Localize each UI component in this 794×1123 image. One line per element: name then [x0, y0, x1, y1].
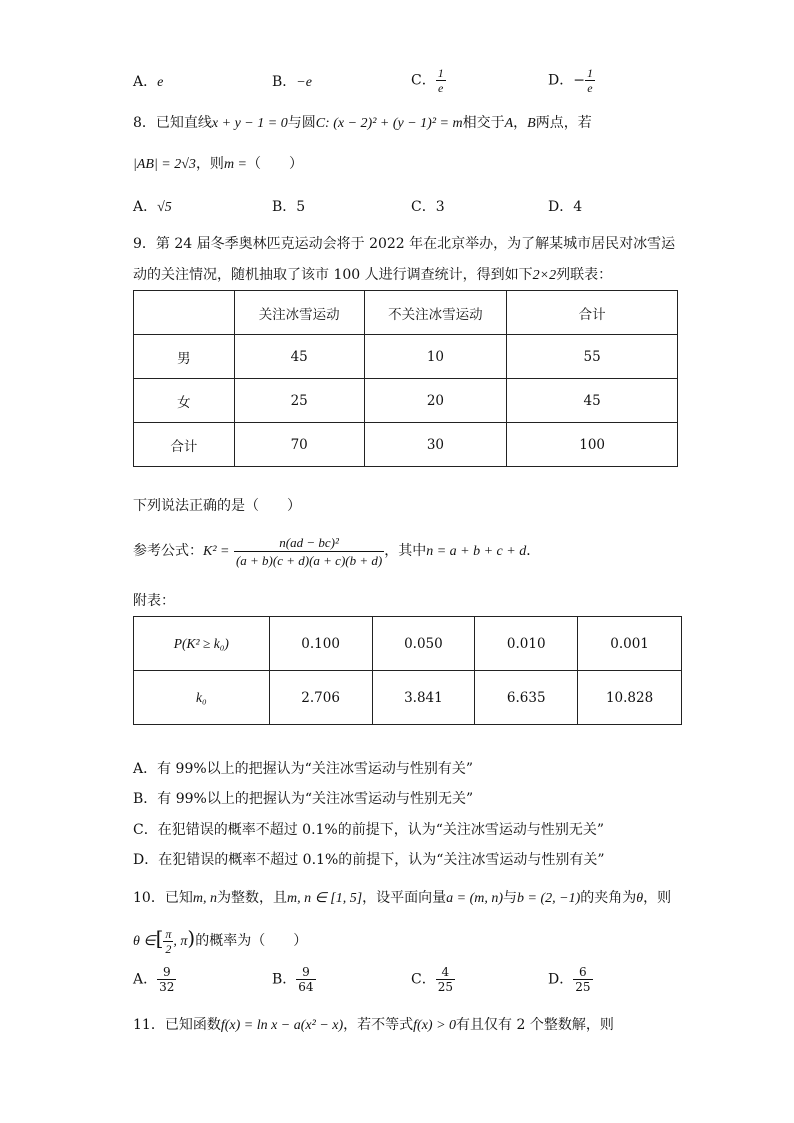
- q9-question: 下列说法正确的是（ ）: [133, 498, 301, 514]
- table-header-cell: P(K² ≥ k₀): [134, 617, 270, 671]
- table-row: [134, 423, 678, 467]
- table-cell: 10: [364, 335, 507, 379]
- q8-option-a: A．√5: [133, 199, 172, 215]
- reference-formula: 参考公式：K² = $\frac{\text{n(ad − bc)²}}{(a + b)(c + d)(a + c)(b + d)}$ ，其中n = a + b + c + d．: [133, 534, 541, 568]
- table-cell: 20: [364, 379, 507, 423]
- table-cell: 0.010: [475, 617, 578, 671]
- table-cell: 6.635: [475, 671, 578, 725]
- q7-option-b: B．−e: [272, 74, 312, 90]
- table-cell: 45: [234, 335, 364, 379]
- q10-option-b: B． $\frac{9}{64}$: [272, 965, 314, 994]
- q9-option-d: D．在犯错误的概率不超过 0.1%的前提下，认为“关注冰雪运动与性别有关”: [133, 852, 605, 868]
- table-cell: 25: [234, 379, 364, 423]
- table-cell: 3.841: [372, 671, 475, 725]
- q10-option-d: D． $\frac{6}{25}$: [548, 965, 591, 994]
- q10-stem-cont: θ ∈[ $\frac{\pi}{2}$ , π)的概率为（ ）: [133, 926, 308, 956]
- q11-stem: 11．已知函数f(x) = ln x − a(x² − x)，若不等式f(x) > 0有且仅有 2 个整数解，则: [133, 1017, 614, 1033]
- q7-option-c: C． $\frac{1}{e}$: [411, 66, 444, 95]
- table-cell: 0.050: [372, 617, 475, 671]
- table-cell: 合计: [134, 423, 235, 467]
- table-cell: 30: [364, 423, 507, 467]
- table-header-cell: 关注冰雪运动: [234, 291, 364, 335]
- q9-option-b: B．有 99%以上的把握认为“关注冰雪运动与性别无关”: [133, 791, 474, 807]
- contingency-table: [133, 290, 678, 467]
- table-header-row: [134, 291, 678, 335]
- q8-option-c: C．3: [411, 199, 445, 215]
- q9-stem-line1: 9．第 24 届冬季奥林匹克运动会将于 2022 年在北京举办，为了解某城市居民对冰雪运: [133, 236, 676, 252]
- table-cell: 0.100: [269, 617, 372, 671]
- appendix-label: 附表：: [133, 593, 175, 609]
- q9-option-c: C．在犯错误的概率不超过 0.1%的前提下，认为“关注冰雪运动与性别无关”: [133, 822, 605, 838]
- q10-option-c: C． $\frac{4}{25}$: [411, 965, 453, 994]
- table-cell: 女: [134, 379, 235, 423]
- table-header-cell: [134, 291, 235, 335]
- q7-option-d: D．− $\frac{1}{e}$: [548, 66, 593, 95]
- table-header-cell: 合计: [507, 291, 678, 335]
- q8-stem-cont: |AB| = 2√3，则m =（ ）: [133, 156, 303, 172]
- table-cell: 55: [507, 335, 678, 379]
- table-cell: 男: [134, 335, 235, 379]
- q10-option-a: A． $\frac{9}{32}$: [133, 965, 175, 994]
- table-row: [134, 379, 678, 423]
- table-row: [134, 335, 678, 379]
- table-cell: 0.001: [578, 617, 682, 671]
- table-cell: 100: [507, 423, 678, 467]
- q9-stem-line2: 动的关注情况，随机抽取了该市 100 人进行调查统计，得到如下2×2列联表：: [133, 267, 613, 283]
- table-cell: 70: [234, 423, 364, 467]
- q8-option-d: D．4: [548, 199, 583, 215]
- table-header-cell: k₀: [134, 671, 270, 725]
- table-cell: 45: [507, 379, 678, 423]
- table-cell: 2.706: [269, 671, 372, 725]
- q8-stem: 8．已知直线x + y − 1 = 0与圆C: (x − 2)² + (y − 1)² = m相交于A，B两点，若: [133, 115, 592, 131]
- table-cell: 10.828: [578, 671, 682, 725]
- critical-value-table: [133, 616, 682, 725]
- table-row: [134, 617, 682, 671]
- table-header-cell: 不关注冰雪运动: [364, 291, 507, 335]
- q7-option-a: A．e: [133, 74, 164, 90]
- q10-stem: 10．已知m, n为整数，且m, n ∈ [1, 5]，设平面向量a = (m, n)与b = (2, −1)的夹角为θ，则: [133, 890, 672, 906]
- q9-option-a: A．有 99%以上的把握认为“关注冰雪运动与性别有关”: [133, 761, 473, 777]
- table-row: [134, 671, 682, 725]
- q8-option-b: B．5: [272, 199, 306, 215]
